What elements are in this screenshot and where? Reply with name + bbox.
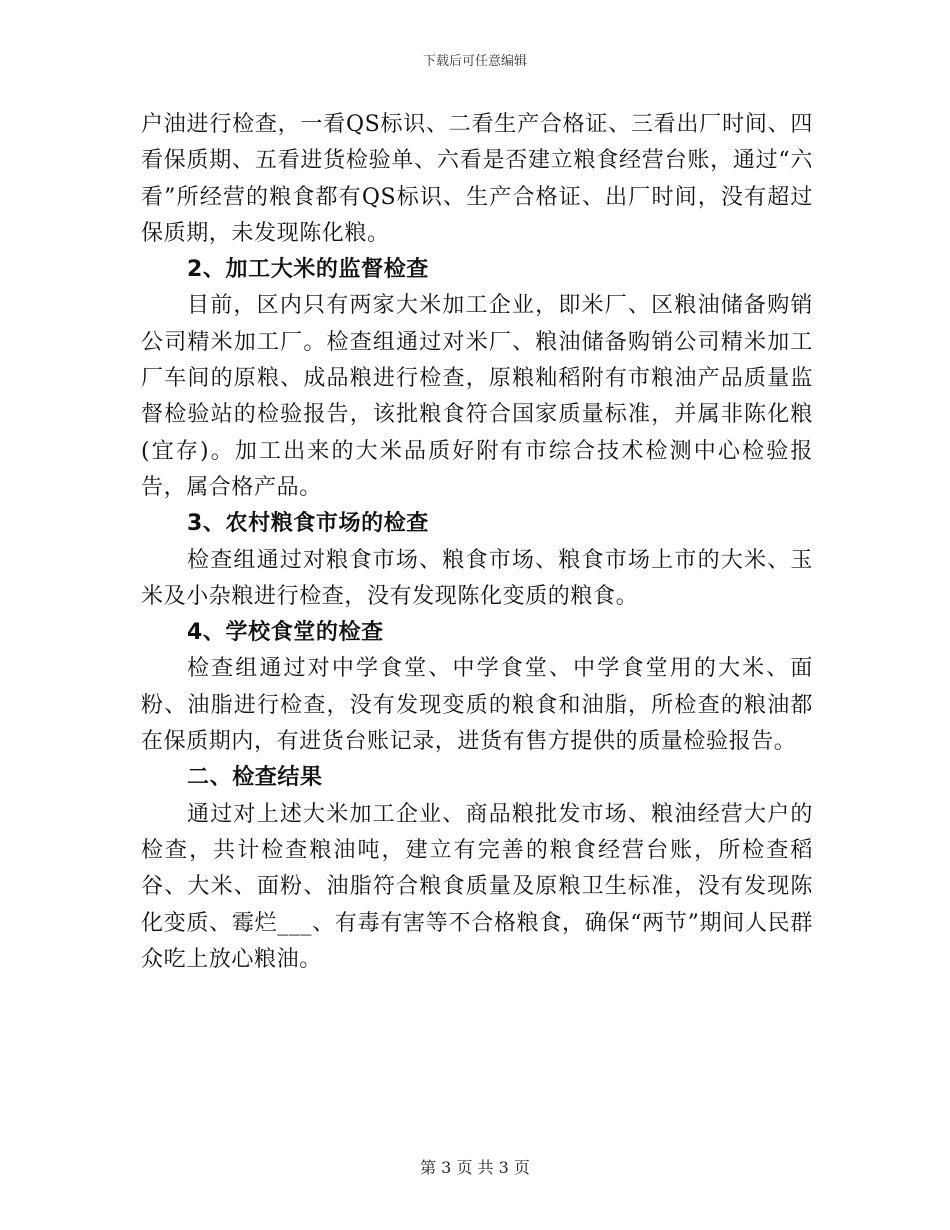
paragraph-results: 通过对上述大米加工企业、商品粮批发市场、粮油经营大户的检查，共计检查粮油吨，建立有完善的粮食经营台账，所检查稻谷、大米、面粉、油脂符合粮食质量及原粮卫生标准，没有发现陈化变质、霉烂___、有毒有害等不合格粮食，确保“两节”期间人民群众吃上放心粮油。 — [141, 801, 813, 972]
paragraph-school-canteen: 检查组通过对中学食堂、中学食堂、中学食堂用的大米、面粉、油脂进行检查，没有发现变质的粮食和油脂，所检查的粮油都在保质期内，有进货台账记录，进货有售方提供的质量检验报告。 — [141, 656, 813, 755]
section-heading-school-canteen: 4、学校食堂的检查 — [187, 620, 384, 646]
paragraph-rural-market: 检查组通过对粮食市场、粮食市场、粮食市场上市的大米、玉米及小杂粮进行检查，没有发现陈化变质的粮食。 — [141, 547, 813, 609]
paragraph-continued: 户油进行检查，一看QS标识、二看生产合格证、三看出厂时间、四看保质期、五看进货检验单、六看是否建立粮食经营台账，通过“六看”所经营的粮食都有QS标识、生产合格证、出厂时间，没有超过保质期，未发现陈化粮。 — [141, 112, 813, 246]
page-footer: 第 3 页 共 3 页 — [420, 1158, 530, 1177]
page-header: 下载后可任意编辑 — [422, 54, 527, 69]
section-heading-results: 二、检查结果 — [187, 765, 323, 791]
section-heading-rural-market: 3、农村粮食市场的检查 — [187, 511, 429, 537]
paragraph-rice-processing: 目前，区内只有两家大米加工企业，即米厂、区粮油储备购销公司精米加工厂。检查组通过对米厂、粮油储备购销公司精米加工厂车间的原粮、成品粮进行检查，原粮籼稻附有市粮油产品质量监督检验站的检验报告，该批粮食符合国家质量标准，并属非陈化粮(宜存)。加工出来的大米品质好附有市综合技术检测中心检验报告，属合格产品。 — [141, 293, 813, 500]
document-body — [141, 107, 813, 978]
section-heading-rice-processing: 2、加工大米的监督检查 — [187, 257, 429, 283]
